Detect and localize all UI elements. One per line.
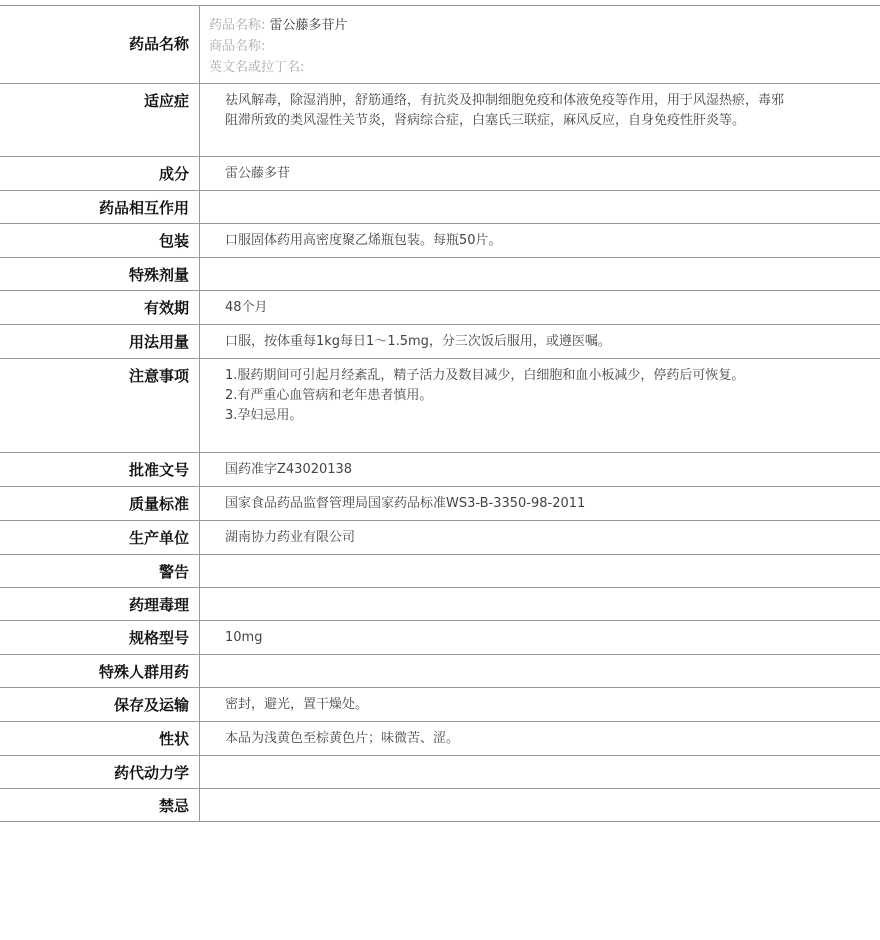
row-quality-standard bbox=[0, 487, 880, 521]
row-label: 包装 bbox=[0, 224, 200, 257]
row-label: 药理毒理 bbox=[0, 588, 200, 620]
row-label: 批准文号 bbox=[0, 453, 200, 486]
row-value: 口服，按体重每1kg每日1～1.5mg，分三次饭后服用，或遵医嘱。 bbox=[225, 334, 611, 349]
row-indications bbox=[0, 84, 880, 157]
row-warning bbox=[0, 555, 880, 588]
row-drug-name bbox=[0, 6, 880, 84]
row-contraindications bbox=[0, 789, 880, 822]
row-value: 湖南协力药业有限公司 bbox=[225, 530, 356, 545]
row-label: 药品相互作用 bbox=[0, 191, 200, 223]
row-ingredients bbox=[0, 157, 880, 191]
trade-name-line bbox=[209, 36, 790, 57]
row-label: 药代动力学 bbox=[0, 756, 200, 788]
generic-name-line bbox=[209, 15, 790, 36]
row-pharmacology-toxicology bbox=[0, 588, 880, 621]
row-special-dosage bbox=[0, 258, 880, 291]
english-name-line bbox=[209, 57, 790, 78]
row-label: 有效期 bbox=[0, 291, 200, 324]
row-label: 药品名称 bbox=[0, 6, 200, 83]
name-values bbox=[200, 6, 880, 83]
generic-name-value: 雷公藤多苷片 bbox=[269, 18, 348, 33]
row-value bbox=[200, 588, 880, 620]
row-value: 10mg bbox=[225, 630, 263, 645]
row-value bbox=[200, 258, 880, 290]
row-manufacturer bbox=[0, 521, 880, 555]
row-label: 性状 bbox=[0, 722, 200, 755]
row-label: 规格型号 bbox=[0, 621, 200, 654]
row-specification bbox=[0, 621, 880, 655]
row-shelf-life bbox=[0, 291, 880, 325]
row-value bbox=[200, 555, 880, 587]
row-approval-number bbox=[0, 453, 880, 487]
row-value bbox=[200, 655, 880, 687]
generic-name-label: 药品名称: bbox=[209, 18, 266, 33]
row-label: 注意事项 bbox=[0, 359, 200, 452]
row-label: 用法用量 bbox=[0, 325, 200, 358]
row-value: 48个月 bbox=[225, 300, 268, 315]
row-label: 特殊剂量 bbox=[0, 258, 200, 290]
row-label: 适应症 bbox=[0, 84, 200, 156]
row-usage-dosage bbox=[0, 325, 880, 359]
row-label: 保存及运输 bbox=[0, 688, 200, 721]
row-value: 口服固体药用高密度聚乙烯瓶包装。每瓶50片。 bbox=[225, 233, 502, 248]
row-precautions bbox=[0, 359, 880, 453]
row-label: 特殊人群用药 bbox=[0, 655, 200, 687]
row-label: 成分 bbox=[0, 157, 200, 190]
row-value: 密封，避光，置干燥处。 bbox=[225, 697, 369, 712]
row-packaging bbox=[0, 224, 880, 258]
trade-name-label: 商品名称: bbox=[209, 39, 266, 54]
english-name-label: 英文名或拉丁名: bbox=[209, 60, 305, 75]
row-value: 国药准字Z43020138 bbox=[225, 462, 353, 477]
precaution-item: 1.服药期间可引起月经紊乱，精子活力及数目减少，白细胞和血小板减少，停药后可恢复。 bbox=[225, 368, 745, 383]
precaution-item: 2.有严重心血管病和老年患者慎用。 bbox=[225, 388, 433, 403]
row-value: 本品为浅黄色至棕黄色片；味微苦、涩。 bbox=[225, 731, 460, 746]
row-storage-transport bbox=[0, 688, 880, 722]
row-label: 警告 bbox=[0, 555, 200, 587]
precaution-item: 3.孕妇忌用。 bbox=[225, 408, 303, 423]
row-value bbox=[200, 789, 880, 821]
row-special-populations bbox=[0, 655, 880, 688]
row-pharmacokinetics bbox=[0, 756, 880, 789]
row-label: 质量标准 bbox=[0, 487, 200, 520]
precautions-list bbox=[200, 359, 880, 452]
row-label: 生产单位 bbox=[0, 521, 200, 554]
row-value: 雷公藤多苷 bbox=[225, 166, 291, 181]
row-description bbox=[0, 722, 880, 756]
drug-spec-table bbox=[0, 5, 880, 822]
row-value bbox=[200, 191, 880, 223]
row-value bbox=[200, 756, 880, 788]
row-label: 禁忌 bbox=[0, 789, 200, 821]
row-drug-interactions bbox=[0, 191, 880, 224]
row-value: 祛风解毒，除湿消肿，舒筋通络，有抗炎及抑制细胞免疫和体液免疫等作用，用于风湿热瘀，毒邪阻滞所致的类风湿性关节炎，肾病综合症，白塞氏三联症，麻风反应，自身免疫性肝炎等。 bbox=[225, 93, 785, 128]
row-value: 国家食品药品监督管理局国家药品标准WS3-B-3350-98-2011 bbox=[225, 496, 586, 511]
